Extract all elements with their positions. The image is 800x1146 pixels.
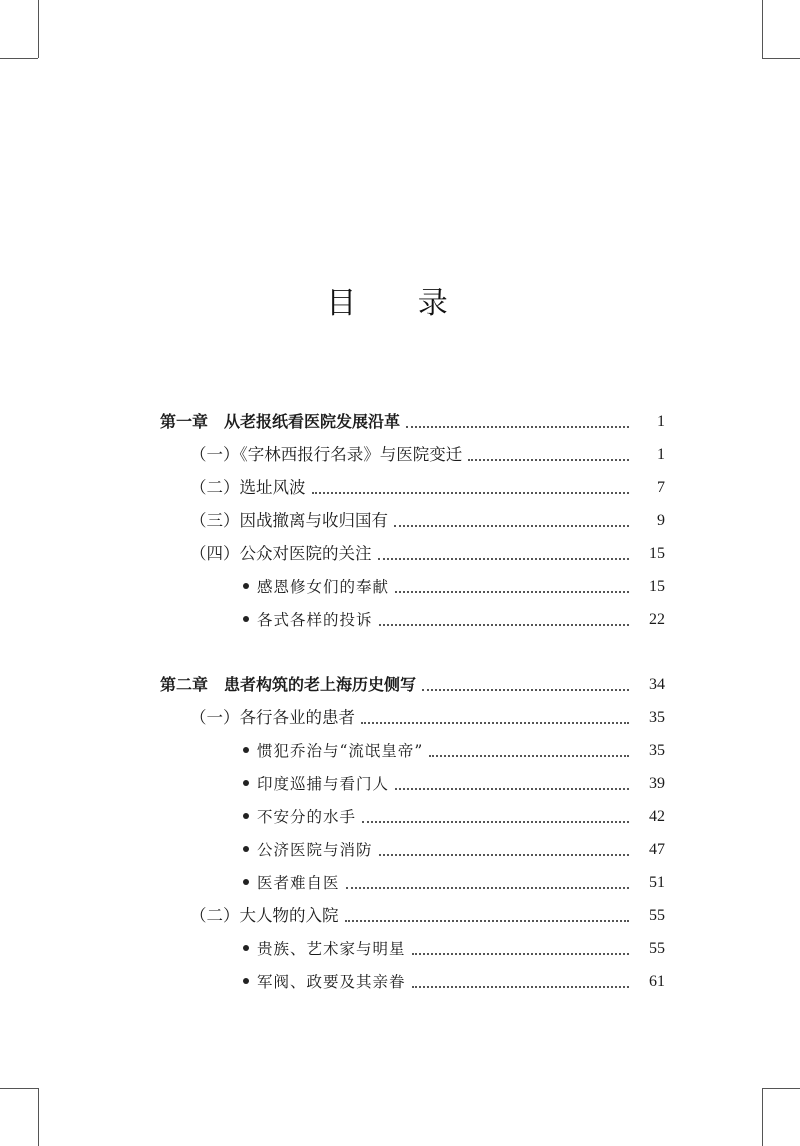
toc-entry[interactable] (243, 805, 665, 829)
toc-entry[interactable] (190, 542, 665, 566)
toc-entry-label (243, 871, 340, 895)
dot-leader (412, 986, 629, 988)
toc-entry-label (190, 476, 306, 500)
toc-entry-page: 35 (649, 709, 665, 726)
toc-entry-page: 1 (657, 413, 665, 430)
toc-entry-label (243, 608, 373, 632)
toc-entry-page: 55 (649, 907, 665, 924)
toc-entry[interactable] (243, 838, 665, 862)
toc-entry-label (243, 838, 373, 862)
toc-entry[interactable] (190, 476, 665, 500)
bullet-icon (243, 879, 249, 885)
toc-entry-page: 55 (649, 940, 665, 957)
dot-leader (429, 755, 629, 757)
toc-entry-page: 42 (649, 808, 665, 825)
toc-entry-label (190, 509, 388, 533)
dot-leader (422, 689, 629, 691)
toc-entry[interactable] (243, 608, 665, 632)
dot-leader (379, 624, 629, 626)
toc-entry[interactable] (243, 772, 665, 796)
dot-leader (362, 821, 629, 823)
toc-entry[interactable] (243, 970, 665, 994)
dot-leader (361, 722, 629, 724)
toc-entry-text: 军阀、政要及其亲眷 (257, 973, 406, 991)
bullet-icon (243, 616, 249, 622)
dot-leader (412, 953, 629, 955)
toc-entry-text: 感恩修女们的奉献 (257, 578, 390, 596)
toc-entry-text: （三）因战撤离与收归国有 (190, 511, 388, 530)
toc-entry-text: 贵族、艺术家与明星 (257, 940, 406, 958)
toc-entry[interactable] (243, 871, 665, 895)
toc-entry[interactable] (190, 706, 665, 730)
bullet-icon (243, 747, 249, 753)
toc-entry-text: 各式各样的投诉 (257, 611, 373, 629)
toc-entry[interactable] (190, 443, 665, 467)
toc-entry-page: 22 (649, 611, 665, 628)
toc-entry-page: 9 (657, 512, 665, 529)
toc-entry-label (243, 575, 389, 599)
bullet-icon (243, 583, 249, 589)
toc-entry-page: 51 (649, 874, 665, 891)
dot-leader (345, 920, 630, 922)
toc-entry[interactable] (243, 739, 665, 763)
toc-entry-text: 公济医院与消防 (257, 841, 373, 859)
dot-leader (468, 459, 629, 461)
toc-entry-page: 35 (649, 742, 665, 759)
dot-leader (395, 788, 629, 790)
toc-entry-page: 1 (657, 446, 665, 463)
bullet-icon (243, 846, 249, 852)
toc-entry[interactable] (160, 410, 665, 434)
dot-leader (394, 525, 629, 527)
toc-entry-label (190, 542, 372, 566)
dot-leader (395, 591, 629, 593)
toc-entry[interactable] (243, 937, 665, 961)
bullet-icon (243, 813, 249, 819)
dot-leader (312, 492, 630, 494)
bullet-icon (243, 945, 249, 951)
toc-entry[interactable] (243, 575, 665, 599)
toc-entry-page: 34 (649, 676, 665, 693)
toc-entry-page: 47 (649, 841, 665, 858)
toc-entry-label (190, 904, 339, 928)
toc-entry-label (243, 937, 406, 961)
dot-leader (378, 558, 630, 560)
bullet-icon (243, 978, 249, 984)
toc-entry-label (243, 772, 389, 796)
toc-entry-text: （四）公众对医院的关注 (190, 544, 372, 563)
dot-leader (379, 854, 629, 856)
bullet-icon (243, 780, 249, 786)
toc-entry-page: 7 (657, 479, 665, 496)
dot-leader (346, 887, 629, 889)
toc-entry-label (190, 706, 355, 730)
toc-entry-text: 医者难自医 (257, 874, 340, 892)
toc-entry[interactable] (190, 509, 665, 533)
toc-entry-page: 15 (649, 545, 665, 562)
dot-leader (406, 426, 629, 428)
toc-entry-text: （一）各行各业的患者 (190, 708, 355, 727)
toc-entry[interactable] (160, 673, 665, 697)
toc-entry-label (243, 739, 423, 763)
toc-entry-text: 不安分的水手 (257, 808, 357, 826)
toc-entry-text: 第二章 患者构筑的老上海历史侧写 (160, 675, 417, 694)
toc-entry-text: （一）《字林西报行名录》与医院变迁 (190, 445, 463, 464)
toc-entry-text: 惯犯乔治与“流氓皇帝” (257, 742, 424, 760)
toc-entry-label (243, 970, 406, 994)
page-title: 目 录 (326, 286, 474, 321)
toc-entry-text: （二）选址风波 (190, 478, 306, 497)
toc-entry-text: （二）大人物的入院 (190, 906, 339, 925)
toc-entry-page: 61 (649, 973, 665, 990)
toc-entry-text: 第一章 从老报纸看医院发展沿革 (160, 412, 401, 431)
toc-entry-label (243, 805, 356, 829)
toc-entry[interactable] (190, 904, 665, 928)
toc-entry-label (160, 410, 400, 434)
toc-entry-label (160, 673, 416, 697)
toc-entry-page: 39 (649, 775, 665, 792)
toc-entry-label (190, 443, 462, 467)
toc-entry-text: 印度巡捕与看门人 (257, 775, 390, 793)
toc-entry-page: 15 (649, 578, 665, 595)
